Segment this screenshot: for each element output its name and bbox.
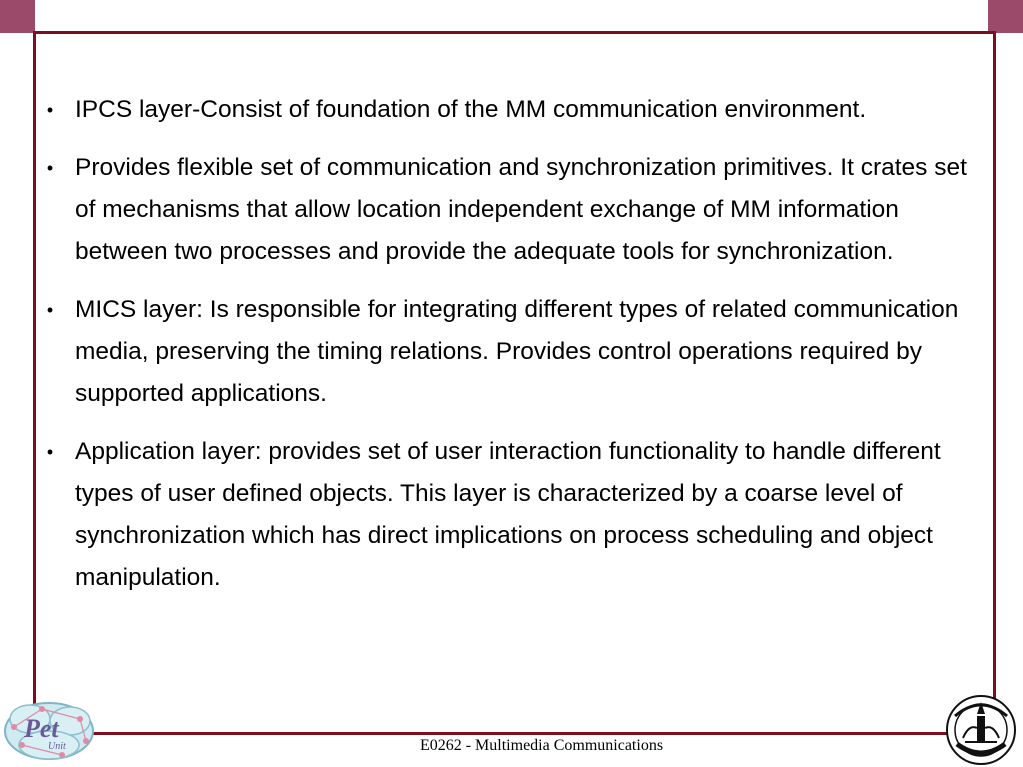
bullet-marker: •: [46, 442, 54, 462]
bullet-text: MICS layer: Is responsible for integrating different types of related communication media, preserving the timing relations. Provides control operations required by supported applications.: [75, 296, 959, 407]
institute-emblem-icon: [943, 694, 1019, 766]
bullet-marker: •: [46, 300, 54, 320]
bullet-text: Application layer: provides set of user interaction functionality to handle different types of user defined objects. This layer is characterized by a coarse level of synchronization which has direct implications on process scheduling and object manipulation.: [75, 438, 941, 591]
bullet-item: [40, 289, 980, 415]
footer-course-title: E0262 - Multimedia Communications: [419, 737, 664, 754]
pet-unit-logo-text: Pet: [24, 714, 59, 743]
bullet-marker: •: [46, 100, 54, 120]
corner-accent-right: [988, 0, 1023, 33]
pet-unit-logo-subtext: Unit: [48, 741, 66, 752]
bullet-text: Provides flexible set of communication and synchronization primitives. It crates set of mechanisms that allow location independent exchange of MM information between two processes and provide the adequate tools for synchronization.: [75, 154, 967, 265]
corner-accent-left: [0, 0, 35, 33]
bullet-marker: •: [46, 158, 54, 178]
bullet-list: [40, 89, 980, 615]
bullet-item: [40, 431, 980, 599]
bullet-text: IPCS layer-Consist of foundation of the MM communication environment.: [75, 96, 867, 123]
bullet-item: [40, 89, 980, 131]
bullet-item: [40, 147, 980, 273]
